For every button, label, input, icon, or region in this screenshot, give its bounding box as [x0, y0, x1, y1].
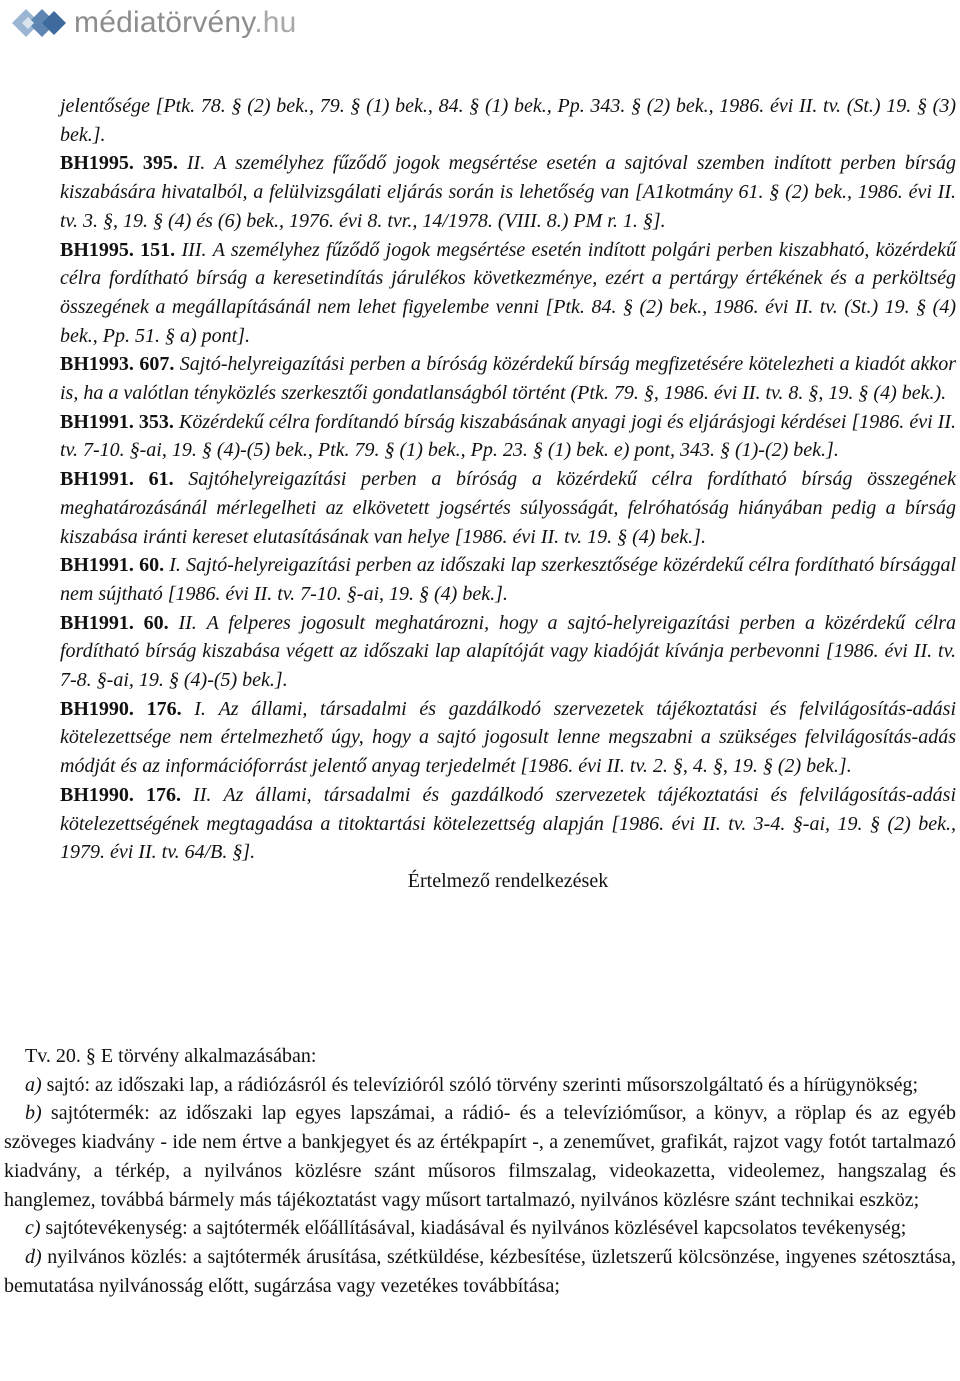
- decision-part-number: II.: [193, 783, 212, 806]
- decision-reference: BH1990. 176.: [60, 697, 182, 720]
- decision-text: Sajtó-helyreigazítási perben az időszaki lap szerkesztősége közérdekű célra fordítható bírsággal nem sújtható [1986. évi II. tv. 7-10. §-ai, 19. § (4) bek.].: [60, 554, 956, 605]
- decision-entry: [60, 609, 956, 695]
- decision-entry: [60, 408, 956, 465]
- decision-part-number: I.: [194, 697, 206, 720]
- decision-reference: BH1991. 353.: [60, 410, 174, 433]
- court-decisions-section: [60, 92, 956, 896]
- decision-entry: [60, 149, 956, 235]
- decision-part-number: III.: [181, 238, 207, 261]
- decision-entry: [60, 695, 956, 781]
- logo-main-text: médiatörvény: [74, 6, 255, 39]
- decision-text: A személyhez fűződő jogok megsértése esetén indított polgári perben kiszabható, közérdekű célra fordítható bírság a keresetindítás járulékos következménye, ezért a pertárgy értékének és a perköltség összegének a megállapításánál nem lehet figyelembe venni [Ptk. 84. § (2) bek., 1986. évi II. tv. (St.) 19. § (4) bek., Pp. 51. § a) pont].: [60, 238, 957, 347]
- decision-part-number: II.: [178, 611, 197, 634]
- decision-text: Közérdekű célra fordítandó bírság kiszabásának anyagi jogi és eljárásjogi kérdései [1986. évi II. tv. 7-10. §-ai, 19. § (4)-(5) bek., Ptk. 79. § (1) bek., Pp. 23. § (1) bek. e) pont, 343. § (1)-(2) bek.].: [60, 410, 957, 462]
- decision-reference: BH1991. 60.: [60, 554, 165, 577]
- site-logo-text[interactable]: [74, 6, 297, 40]
- definition-letter: a): [25, 1073, 42, 1096]
- decision-entry: [60, 551, 956, 608]
- decision-reference: BH1990. 176.: [60, 783, 181, 806]
- definition-item: [4, 1071, 956, 1100]
- decision-entry: [60, 781, 956, 867]
- logo-tld-text: .hu: [254, 6, 297, 39]
- definition-text: sajtótevékenység: a sajtótermék előállításával, kiadásával és nyilvános közlésével kapcsolatos tevékenység;: [45, 1217, 907, 1240]
- decision-reference: BH1991. 60.: [60, 611, 169, 634]
- law-text-section: [4, 1042, 956, 1300]
- law-section-intro: Tv. 20. § E törvény alkalmazásában:: [25, 1045, 317, 1067]
- definition-letter: b): [25, 1102, 42, 1125]
- definition-letter: c): [25, 1217, 41, 1240]
- definition-text: nyilvános közlés: a sajtótermék árusítása, szétküldése, kézbesítése, üzletszerű kölcsönzése, ingyenes szétosztása, bemutatása nyilvánosság előtt, sugárzása vagy vezetékes továbbítása;: [4, 1245, 956, 1297]
- decision-reference: BH1995. 395.: [60, 152, 178, 175]
- decision-text: jelentősége [Ptk. 78. § (2) bek., 79. § (1) bek., 84. § (1) bek., Pp. 343. § (2) bek., 1986. évi II. tv. (St.) 19. § (3) bek.].: [60, 95, 956, 146]
- definition-item: [4, 1243, 956, 1300]
- decision-entry: [60, 465, 956, 551]
- decision-entry: [60, 92, 956, 149]
- site-header: [0, 0, 960, 46]
- definition-text: sajtó: az időszaki lap, a rádiózásról és televízióról szóló törvény szerinti műsorszolgáltató és a hírügynökség;: [46, 1073, 919, 1096]
- definition-text: sajtótermék: az időszaki lap egyes lapszámai, a rádió- és a televízióműsor, a könyv, a röplap és az egyéb szöveges kiadvány - ide nem értve a bankjegyet és az értékpapírt -, a zeneművet, grafikát, rajzot vagy fotót tartalmazó kiadvány, a térkép, a nyilvános közlésre szánt műsoros filmszalag, videokazetta, videolemez, hangszalag és hanglemez, továbbá bármely más tájékoztatást vagy műsort tartalmazó, nyilvános közlésre szánt technikai eszköz;: [4, 1102, 956, 1211]
- decision-reference: BH1995. 151.: [60, 238, 176, 261]
- decision-text: Az állami, társadalmi és gazdálkodó szervezetek tájékoztatási és felvilágosítás-adási kötelezettségének megtagadása a titoktartási kötelezettség alapján [1986. évi II. tv. 3-4. §-ai, 19. § (2) bek., 1979. évi II. tv. 64/B. §].: [60, 783, 957, 864]
- decision-text: Az állami, társadalmi és gazdálkodó szervezetek tájékoztatási és felvilágosítás-adási kötelezettsége nem értelmezhető úgy, hogy a sajtó jogosult lenne megszabni a szükséges felvilágosítás-adás módját és az információforrást jelentő anyag terjedelmét [1986. évi II. tv. 2. §, 4. §, 19. § (2) bek.].: [60, 697, 957, 778]
- definition-letter: d): [25, 1245, 42, 1268]
- section-title: Értelmező rendelkezések: [407, 869, 609, 892]
- logo-icon: [8, 3, 70, 43]
- decision-part-number: I.: [169, 554, 181, 577]
- decision-reference: BH1993. 607.: [60, 353, 175, 376]
- decision-part-number: II.: [186, 152, 206, 175]
- decision-text: A felperes jogosult meghatározni, hogy a sajtó-helyreigazítási perben a közérdekű célra fordítható bírság kiszabása végett az időszaki lap alapítóját vagy kiadóját kívánja perbevonni [1986. évi II. tv. 7-8. §-ai, 19. § (4)-(5) bek.].: [60, 611, 957, 692]
- decision-entry: [60, 350, 956, 407]
- decision-text: A személyhez fűződő jogok megsértése esetén a sajtóval szemben indított perben bírság kiszabására hivatalból, a felülvizsgálati eljárás során is lehetőség van [A1kotmány 61. § (2) bek., 1986. évi II. tv. 3. §, 19. § (4) és (6) bek., 1976. évi 8. tvr., 14/1978. (VIII. 8.) PM r. 1. §].: [60, 152, 956, 232]
- definition-item: [4, 1099, 956, 1214]
- decision-reference: BH1991. 61.: [60, 468, 174, 491]
- decision-entry: [60, 236, 956, 351]
- decision-text: Sajtó-helyreigazítási perben a bíróság közérdekű bírság megfizetésére kötelezheti a kiadót akkor is, ha a valótlan tényközlés szerkesztői gondatlanságból történt (Ptk. 79. §, 1986. évi II. tv. 8. §, 19. § (4) bek.).: [60, 353, 957, 405]
- definition-item: [4, 1214, 956, 1243]
- decision-text: Sajtóhelyreigazítási perben a bíróság a közérdekű célra fordítható bírság összegének meghatározásánál mérlegelheti az elkövetett jogsértés súlyosságát, felróhatóság hiányában pedig a bírság kiszabása iránti kereset elutasításának van helye [1986. évi II. tv. 19. § (4) bek.].: [60, 468, 957, 548]
